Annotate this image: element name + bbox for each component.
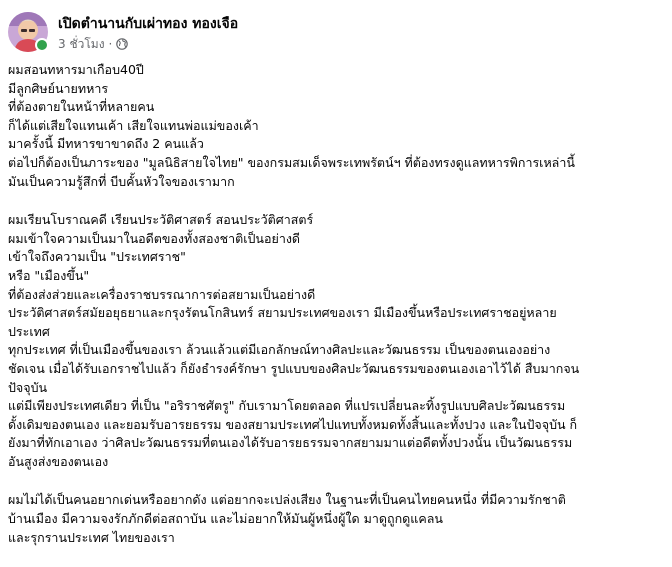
post-text-line: และรุกรานประเทศ ไทยของเรา	[8, 529, 175, 545]
post-text-line: ดั้งเดิมของตนเอง และยอมรับอารยธรรม ของสยามประเทศไปแทบทั้งหมดทั้งสิ้นและทั้งปวง และในปัจจุบัน ก็	[8, 416, 578, 432]
post-text-line: ที่ต้องตายในหน้าที่หลายคน	[8, 99, 155, 115]
post-text-line: ผมไม่ได้เป็นคนอยากเด่นหรืออยากดัง แต่อยากจะเปล่งเสียง ในฐานะที่เป็นคนไทยคนหนึ่ง ที่มีความรักชาติ	[8, 492, 566, 508]
post-text-line: ผมสอนทหารมาเกือบ40ปี	[8, 62, 144, 77]
post-text-line: ปัจจุบัน	[8, 379, 48, 395]
post-text-line: มันเป็นความรู้สึกที่ บีบคั้นหัวใจของเรามาก	[8, 173, 235, 189]
post-paragraph	[8, 211, 658, 471]
post-text-line: แต่มีเพียงประเทศเดียว ที่เป็น "อริราชศัตรู" กับเรามาโดยตลอด ที่แปรเปลี่ยนละทิ้งรูปแบบศิลปะวัฒนธรรม	[8, 398, 566, 414]
author-avatar[interactable]	[8, 12, 48, 52]
online-status-dot	[35, 38, 49, 52]
post-text-line: หรือ "เมืองขึ้น"	[8, 267, 90, 283]
post-text-line: ยังมาที่ทักเอาเอง ว่าศิลปะวัฒนธรรมที่ตนเองได้รับอารยธรรมจากสยามมาแต่อดีตทั้งปวงนั้น เป็นวัฒนธรรม	[8, 435, 573, 451]
author-name[interactable]: เปิดตำนานกับเผ่าทอง ทองเจือ	[58, 16, 239, 32]
post-text-line: ผมเรียนโบราณคดี เรียนประวัติศาสตร์ สอนประวัติศาสตร์	[8, 212, 314, 228]
globe-icon[interactable]	[116, 38, 128, 50]
post-text-line: มาครั้งนี้ มีทหารขาขาดถึง 2 คนแล้ว	[8, 136, 204, 152]
post-header	[8, 8, 664, 58]
meta-separator: ·	[108, 37, 113, 51]
post-text-line: ที่ต้องส่งส่วยและเครื่องราชบรรณาการต่อสยามเป็นอย่างดี	[8, 286, 316, 302]
post-paragraph	[8, 61, 658, 191]
post-text-line: เข้าใจถึงความเป็น "ประเทศราช"	[8, 249, 186, 265]
post-text-line: ประเทศ	[8, 323, 50, 339]
post-paragraph	[8, 491, 658, 547]
post-text-line: อันสูงส่งของตนเอง	[8, 453, 109, 469]
post-text-line: ก็ได้แต่เสียใจแทนเค้า เสียใจแทนพ่อแม่ของเค้า	[8, 117, 259, 133]
post-text-line: บ้านเมือง มีความจงรักภักดีต่อสถาบัน และไม่อยากให้มันผู้หนึ่งผู้ใด มาดูถูกดูแคลน	[8, 511, 443, 527]
post-body	[8, 61, 658, 567]
post-text-line: ต่อไปก็ต้องเป็นภาระของ "มูลนิธิสายใจไทย" ของกรมสมเด็จพระเทพรัตน์ฯ ที่ต้องทรงดูแลทหารพิการเหล่านี้	[8, 154, 575, 170]
post-timestamp[interactable]: 3 ชั่วโมง	[58, 37, 105, 51]
post-meta	[58, 36, 128, 52]
post-text-line: ทุกประเทศ ที่เป็นเมืองขึ้นของเรา ล้วนแล้วแต่มีเอกลักษณ์ทางศิลปะและวัฒนธรรม เป็นของตนเองอย่าง	[8, 342, 551, 358]
post-text-line: ประวัติศาสตร์สมัยอยุธยาและกรุงรัตนโกสินทร์ สยามประเทศของเรา มีเมืองขึ้นหรือประเทศราชอยู่หลาย	[8, 305, 557, 321]
post-text-line: ผมเข้าใจความเป็นมาในอดีตของทั้งสองชาติเป็นอย่างดี	[8, 230, 301, 246]
post-text-line: มีลูกศิษย์นายทหาร	[8, 80, 109, 96]
post-text-line: ชัดเจน เมื่อได้รับเอกราชไปแล้ว ก็ยังธำรงค์รักษา รูปแบบของศิลปะวัฒนธรรมของตนเองเอาไว้ได้ สืบมากจน	[8, 360, 580, 376]
